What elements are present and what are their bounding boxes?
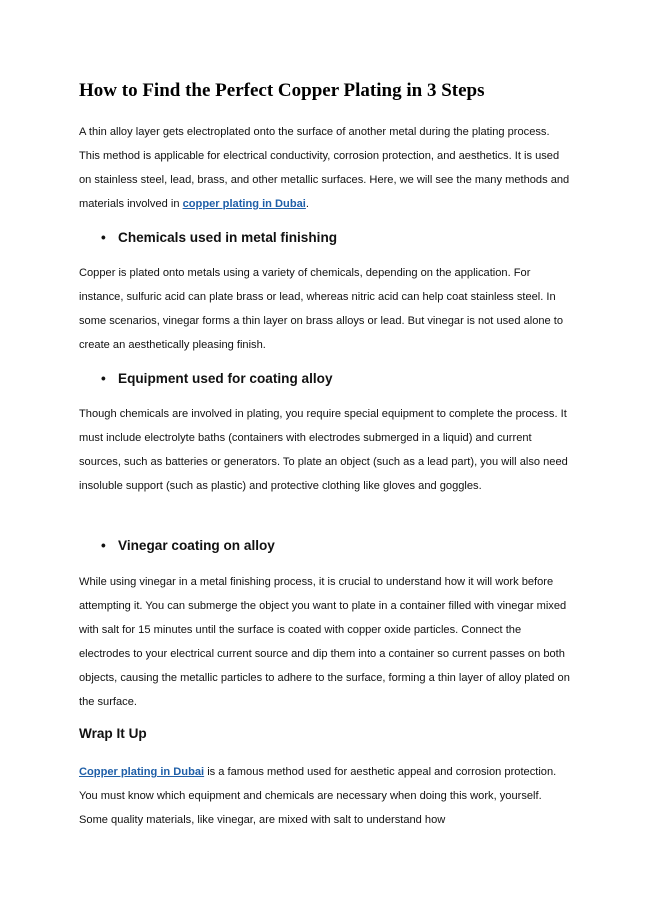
copper-plating-link[interactable]: copper plating in Dubai [182,198,306,210]
section-heading-equipment [101,369,333,389]
page-title: How to Find the Perfect Copper Plating in 3 Steps [79,80,485,101]
wrap-up-text: is a famous method used for aesthetic appeal and corrosion protection. You must know which equipment and chemicals are necessary when doing this work, yourself. Some quality materials, like vinegar, are mixed with salt to understand how [79,766,557,826]
section-heading-chemicals [101,228,337,248]
section-body-chemicals: Copper is plated onto metals using a variety of chemicals, depending on the application. For instance, sulfuric acid can plate brass or lead, whereas nitric acid can help coat stainless steel. In some scenarios, vinegar forms a thin layer on brass alloys or lead. But vinegar is not used alone to create an aesthetically pleasing finish. [79,267,564,351]
intro-paragraph [79,120,571,216]
intro-text: A thin alloy layer gets electroplated onto the surface of another metal during the plating process. This method is applicable for electrical conductivity, corrosion protection, and aesthetics. It is used on stainless steel, lead, brass, and other metallic surfaces. Here, we will see the many methods and materials involved in [79,126,570,210]
section-body-vinegar: While using vinegar in a metal finishing process, it is crucial to understand how it will work before attempting it. You can submerge the object you want to plate in a container filled with vinegar mixed with salt for 15 minutes until the surface is coated with copper oxide particles. Connect the electrodes to your electrical current source and dip them into a container so current passes on both objects, causing the metallic particles to adhere to the surface, forming a thin layer of alloy plated on the surface. [79,576,570,708]
intro-text-end: . [305,198,309,210]
section-heading-vinegar [101,536,275,556]
section-body-equipment: Though chemicals are involved in plating, you require special equipment to complete the process. It must include electrolyte baths (containers with electrodes submerged in a liquid) and current sources, such as batteries or generators. To plate an object (such as a lead part), you will also need insoluble support (such as plastic) and protective clothing like gloves and goggles. [79,408,568,492]
wrap-up-heading: Wrap It Up [79,726,147,741]
bullet-icon: • [101,538,106,553]
wrap-up-paragraph [79,760,571,832]
bullet-icon: • [101,230,106,245]
section-heading-text: Vinegar coating on alloy [118,538,275,553]
copper-plating-link-2[interactable]: Copper plating in Dubai [79,766,205,778]
bullet-icon: • [101,371,106,386]
section-heading-text: Chemicals used in metal finishing [118,230,338,245]
section-heading-text: Equipment used for coating alloy [118,371,333,386]
